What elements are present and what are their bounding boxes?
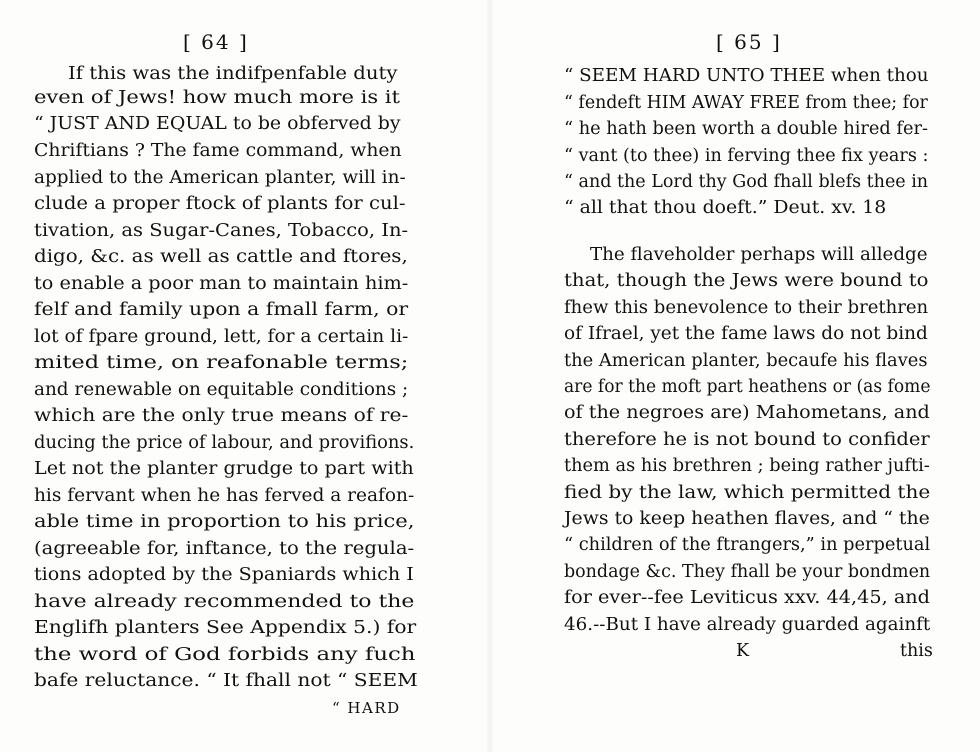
text-line: digo, &c. as well as cattle and ftores, — [34, 247, 408, 267]
text-line: therefore he is not bound to confider — [564, 430, 930, 450]
text-line: felf and family upon a fmall farm, or — [34, 300, 409, 320]
text-line: mited time, on reafonable terms; — [34, 353, 409, 373]
catchword: “ HARD — [332, 699, 401, 717]
right-page — [490, 0, 980, 752]
page-number: [ 64 ] — [183, 30, 249, 54]
page-number: [ 65 ] — [716, 30, 782, 54]
text-line: for ever--fee Leviticus xxv. 44,45, and — [564, 588, 930, 608]
text-line: the American planter, becaufe his flaves — [564, 351, 928, 371]
text-line: The flaveholder perhaps will alledge — [590, 245, 928, 265]
text-line: that, though the Jews were bound to — [564, 271, 929, 291]
text-line: (agreeable for, inftance, to the regula- — [34, 539, 415, 559]
text-line: the word of God forbids any fuch — [34, 645, 416, 665]
text-line: to enable a poor man to maintain him- — [34, 274, 409, 294]
catchword: this — [900, 641, 933, 661]
text-line: “ and the Lord thy God fhall blefs thee in — [564, 172, 929, 192]
text-line: applied to the American planter, will in- — [34, 168, 406, 188]
text-line: 46.--But I have already guarded againft — [564, 615, 931, 635]
text-line: “ children of the ftrangers,” in perpetual — [564, 535, 931, 555]
text-line: his fervant when he has ferved a reafon- — [34, 486, 415, 506]
text-line: of the negroes are) Mahometans, and — [564, 403, 930, 423]
text-line: “ he hath been worth a double hired fer- — [564, 119, 928, 139]
text-line: “ all that thou doeft.” Deut. xv. 18 — [564, 198, 887, 218]
text-line: fied by the law, which permitted the — [564, 483, 931, 503]
text-line: fhew this benevolence to their brethren — [564, 298, 929, 318]
text-line: “ JUST AND EQUAL to be obferved by — [34, 114, 401, 134]
text-line: them as his brethren ; being rather jufti- — [564, 456, 930, 476]
text-line: tivation, as Sugar-Canes, Tobacco, In- — [34, 221, 409, 241]
text-line: “ vant (to thee) in ferving thee fix years : — [564, 146, 929, 166]
text-line: Let not the planter grudge to part with — [34, 459, 414, 479]
text-line: are for the moft part heathens or (as fome — [564, 377, 931, 397]
text-line: If this was the indifpenfable duty — [68, 64, 398, 84]
text-line: have already recommended to the — [34, 592, 415, 612]
text-line: able time in proportion to his price, — [34, 512, 415, 532]
signature-mark: K — [736, 641, 750, 661]
text-line: “ fendeft HIM AWAY FREE from thee; for — [564, 93, 928, 113]
text-line: clude a proper ftock of plants for cul- — [34, 194, 406, 214]
text-line: even of Jews! how much more is it — [34, 88, 400, 108]
text-line: ducing the price of labour, and provifions. — [34, 433, 415, 453]
text-line: Englifh planters See Appendix 5.) for — [34, 618, 417, 638]
text-line: and renewable on equitable conditions ; — [34, 380, 409, 400]
text-line: “ SEEM HARD UNTO THEE when thou — [564, 66, 929, 86]
text-line: bafe reluctance. “ It fhall not “ SEEM — [34, 671, 418, 691]
text-line: Chriftians ? The fame command, when — [34, 141, 402, 161]
text-line: Jews to keep heathen flaves, and “ the — [564, 509, 930, 529]
text-line: which are the only true means of re- — [34, 406, 409, 426]
text-line: bondage &c. They fhall be your bondmen — [564, 562, 931, 582]
text-line: lot of fpare ground, lett, for a certain li- — [34, 327, 409, 347]
text-line: of Ifrael, yet the fame laws do not bind — [564, 324, 928, 344]
text-line: tions adopted by the Spaniards which I — [34, 565, 414, 585]
